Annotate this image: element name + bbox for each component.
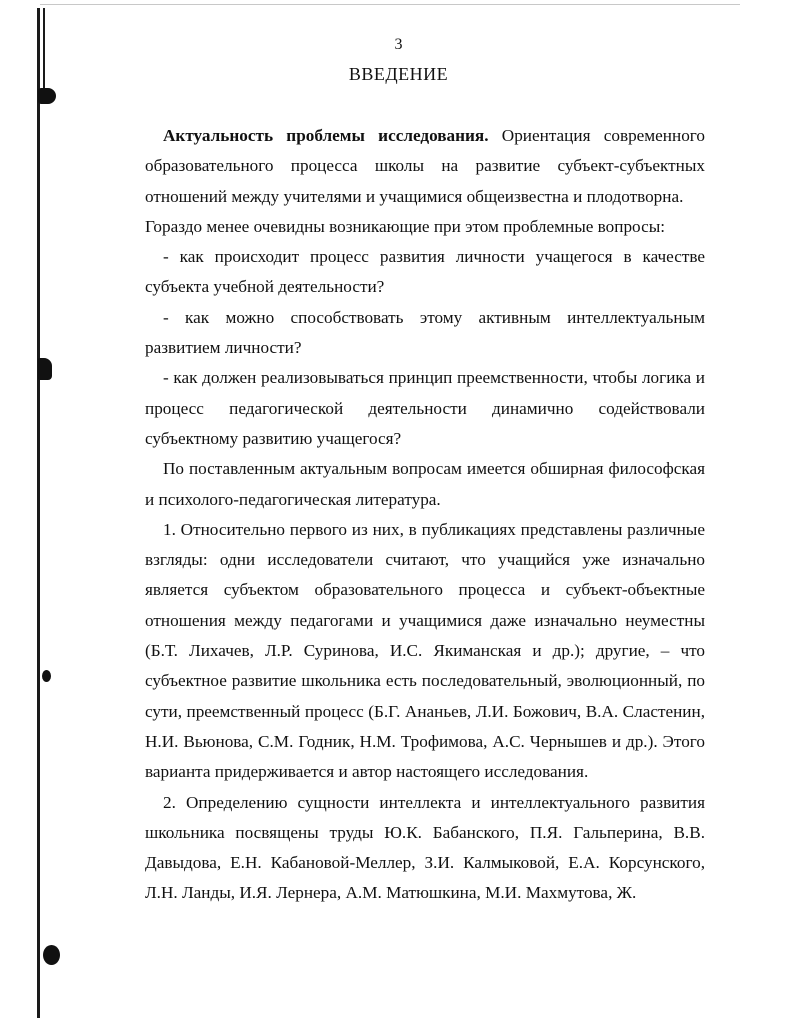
binding-hole-mark xyxy=(43,945,60,965)
question-3: - как должен реализовываться принцип преемственности, чтобы логика и процесс педагогической деятельности динамично содействовали субъектному развитию учащегося? xyxy=(145,368,705,448)
binding-hole-mark xyxy=(38,88,56,104)
paragraph-item-1: 1. Относительно первого из них, в публикациях представлены различные взгляды: одни исследователи считают, что учащийся уже изначально является субъектом образовательного процесса и субъект-объектные отношения между педагогами и учащимися даже изначально неуместны (Б.Т. Лихачев, Л.Р. Суринова, И.С. Якиманская и др.); другие, – что субъектное развитие школьника есть последовательный, эволюционный, по сути, преемственный процесс (Б.Г. Ананьев, Л.И. Божович, В.А. Сластенин, Н.И. Вьюнова, С.М. Годник, Н.М. Трофимова, А.С. Чернышев и др.). Этого варианта придерживается и автор настоящего исследования. xyxy=(145,519,705,782)
intro-paragraph xyxy=(145,121,705,212)
section-heading: ВВЕДЕНИЕ xyxy=(348,64,449,84)
binding-hole-mark xyxy=(38,358,52,380)
paragraph-questions-lead: Гораздо менее очевидны возникающие при этом проблемные вопросы: xyxy=(145,216,666,236)
paragraph-literature: По поставленным актуальным вопросам имеется обширная философская и психолого-педагогическая литература. xyxy=(145,459,705,509)
page-number: 3 xyxy=(394,36,403,53)
binding-hole-mark xyxy=(42,670,51,682)
scan-left-edge xyxy=(37,8,40,1018)
document-body xyxy=(145,121,705,909)
paragraph-item-2: 2. Определению сущности интеллекта и интеллектуального развития школьника посвящены труды Ю.К. Бабанского, П.Я. Гальперина, В.В. Давыдова, Е.Н. Кабановой-Меллер, З.И. Калмыковой, Е.А. Корсунского, Л.Н. Ланды, И.Я. Лернера, А.М. Матюшкина, М.И. Махмутова, Ж. xyxy=(145,792,705,903)
scan-top-edge xyxy=(40,4,740,5)
question-2: - как можно способствовать этому активным интеллектуальным развитием личности? xyxy=(145,307,705,358)
question-1: - как происходит процесс развития личности учащегося в качестве субъекта учебной деятельности? xyxy=(145,247,705,297)
intro-text: Ориентация современного образовательного процесса школы на развитие субъект-субъектных отношений между учителями и учащимися общеизвестна и плодотворна. xyxy=(145,126,706,206)
intro-bold-lead: Актуальность проблемы исследования. xyxy=(163,126,489,145)
